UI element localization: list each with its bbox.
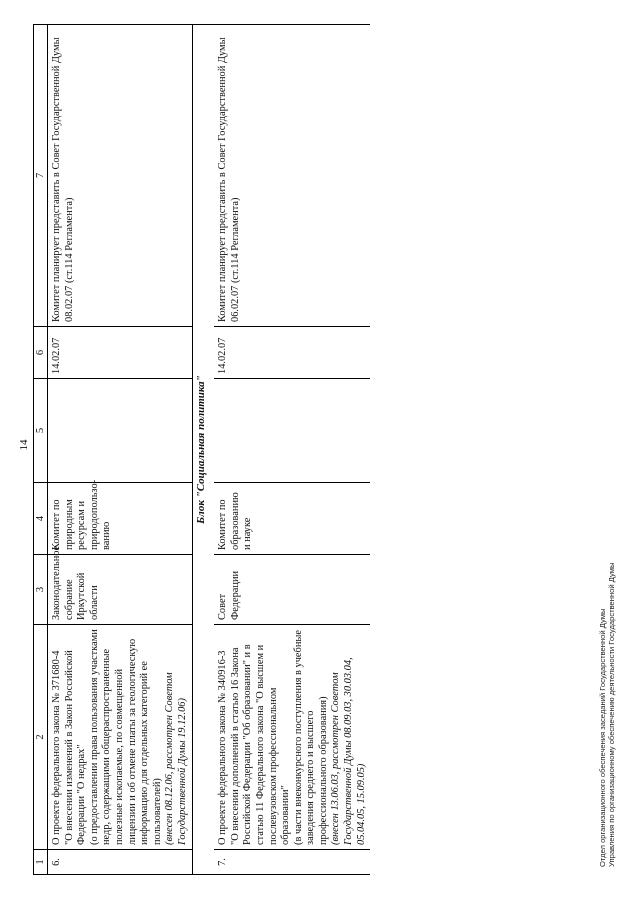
note-cell: Комитет планирует представить в Совет Государственной Думы 06.02.07 (ст.114 Регламента) <box>214 25 370 327</box>
bill-title-line: (о предоставлении права пользования участками недр, содержащими общераспространенные полезные ископаемые, по совмещенной лицензии и об отмене платы за геологическую информацию для отдельных категорий ее пользователей) <box>88 629 163 845</box>
page-number: 14 <box>18 439 30 451</box>
committee-cell: Комитет по природным ресурсам и природопользо-ванию <box>48 483 193 555</box>
table-header-row <box>34 25 48 875</box>
committee-cell: Комитет по образованию и науке <box>214 483 370 555</box>
bill-title-line: (в части внеконкурсного поступления в учебные заведения среднего и высшего профессионального образования) <box>292 630 329 845</box>
initiator-cell: Законодательное собрание Иркутской области <box>48 555 193 625</box>
date-cell: 14.02.07 <box>214 327 370 379</box>
bill-status-note: (внесен 08.12.06, рассмотрен Советом Государственной Думы 19.12.06) <box>164 672 188 845</box>
footer-line: Управления по организационному обеспечению деятельности Государственной Думы <box>607 562 616 867</box>
bill-description <box>48 625 193 850</box>
bill-title-line: "О внесении дополнений в статью 16 Закона Российской Федерации "Об образовании" и в статью 11 Федерального закона "О высшем и послевузовском профессиональном образовании" <box>229 644 292 845</box>
header-col-1: 1 <box>34 850 48 875</box>
header-col-5: 5 <box>34 379 48 483</box>
initiator-cell: Совет Федерации <box>214 555 370 625</box>
table-row <box>48 25 193 875</box>
table-row <box>214 25 370 875</box>
date-cell: 14.02.07 <box>48 327 193 379</box>
col5-cell <box>214 379 370 483</box>
note-cell: Комитет планирует представить в Совет Государственной Думы 08.02.07 (ст.114 Регламента) <box>48 25 193 327</box>
col5-cell <box>48 379 193 483</box>
block-title: Блок "Социальная политика" <box>194 375 207 524</box>
page-footer <box>598 563 616 867</box>
header-col-7: 7 <box>34 25 48 327</box>
footer-line: Отдел организационного обеспечения заседаний Государственной Думы <box>598 608 607 867</box>
block-title-row <box>192 25 214 875</box>
header-col-3: 3 <box>34 555 48 625</box>
bill-status-note: (внесен 13.06.03, рассмотрен Советом Государственной Думы 08.09.03, 30.03.04, 05.04.05, 15.09.05) <box>330 657 367 845</box>
bills-table <box>33 24 370 875</box>
row-number: 6. <box>48 850 193 875</box>
header-col-4: 4 <box>34 483 48 555</box>
bill-description <box>214 625 370 850</box>
bill-title-line: "О внесении изменений в Закон Российской Федерации "О недрах" <box>63 650 88 845</box>
header-col-6: 6 <box>34 327 48 379</box>
bill-title-line: О проекте федерального закона № 371680-4 <box>51 650 62 845</box>
header-col-2: 2 <box>34 625 48 850</box>
row-number: 7. <box>214 850 370 875</box>
bill-title-line: О проекте федерального закона № 340916-3 <box>217 650 229 845</box>
